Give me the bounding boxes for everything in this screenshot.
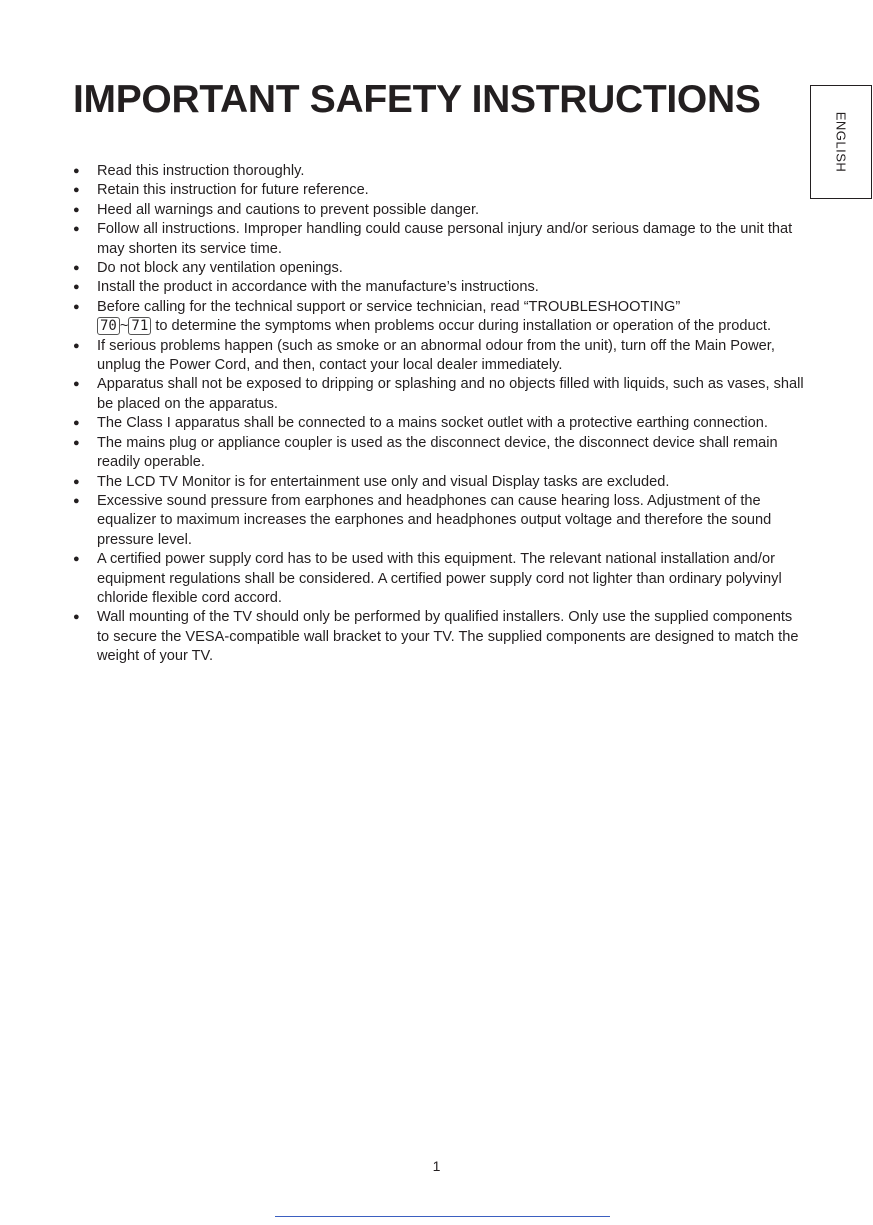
list-item: ● A certified power supply cord has to be used with this equipment. The relevant national installation and/or equipment regulations shall be considered. A certified power supply cord not lighter than ordinary polyvinyl chloride flexible cord accord. [73, 550, 808, 608]
page-ref-separator: ~ [119, 318, 129, 335]
page-ref-from[interactable]: 70 [97, 317, 120, 335]
list-item: ● The Class I apparatus shall be connected to a mains socket outlet with a protective earthing connection. [73, 414, 808, 433]
troubleshooting-prefix: Before calling for the technical support or service technician, read “TROUBLESHOOTING” [97, 298, 681, 315]
list-item: ● The LCD TV Monitor is for entertainment use only and visual Display tasks are excluded. [73, 473, 808, 492]
list-item: ● Wall mounting of the TV should only be performed by qualified installers. Only use the supplied components to secure the VESA-compatible wall bracket to your TV. The supplied components are designed to match the weight of your TV. [73, 608, 808, 666]
list-item: ● Do not block any ventilation openings. [73, 259, 808, 278]
list-item: ● Read this instruction thoroughly. [73, 162, 808, 181]
page-title: IMPORTANT SAFETY INSTRUCTIONS [73, 78, 761, 121]
list-item: ● Follow all instructions. Improper handling could cause personal injury and/or serious damage to the unit that may shorten its service time. [73, 220, 808, 259]
list-item: ● Excessive sound pressure from earphones and headphones can cause hearing loss. Adjustment of the equalizer to maximum increases the earphones and headphones output voltage and therefore the sound pressure level. [73, 492, 808, 550]
language-tab [810, 85, 872, 199]
list-item: ● Install the product in accordance with the manufacture’s instructions. [73, 278, 808, 297]
footer-divider [275, 1216, 610, 1217]
troubleshooting-suffix: to determine the symptoms when problems occur during installation or operation of the product. [155, 318, 772, 335]
list-item: ● Apparatus shall not be exposed to dripping or splashing and no objects filled with liquids, such as vases, shall be placed on the apparatus. [73, 375, 808, 414]
safety-instructions-list [73, 162, 808, 667]
page-ref-to[interactable]: 71 [128, 317, 151, 335]
list-item-troubleshooting [73, 298, 808, 337]
list-item: ● If serious problems happen (such as smoke or an abnormal odour from the unit), turn off the Main Power, unplug the Power Cord, and then, contact your local dealer immediately. [73, 337, 808, 376]
list-item: ● Heed all warnings and cautions to prevent possible danger. [73, 201, 808, 220]
language-tab-label: ENGLISH [833, 111, 849, 173]
list-item: ● Retain this instruction for future reference. [73, 181, 808, 200]
list-item: ● The mains plug or appliance coupler is used as the disconnect device, the disconnect device shall remain readily operable. [73, 434, 808, 473]
page-number: 1 [432, 1158, 441, 1174]
